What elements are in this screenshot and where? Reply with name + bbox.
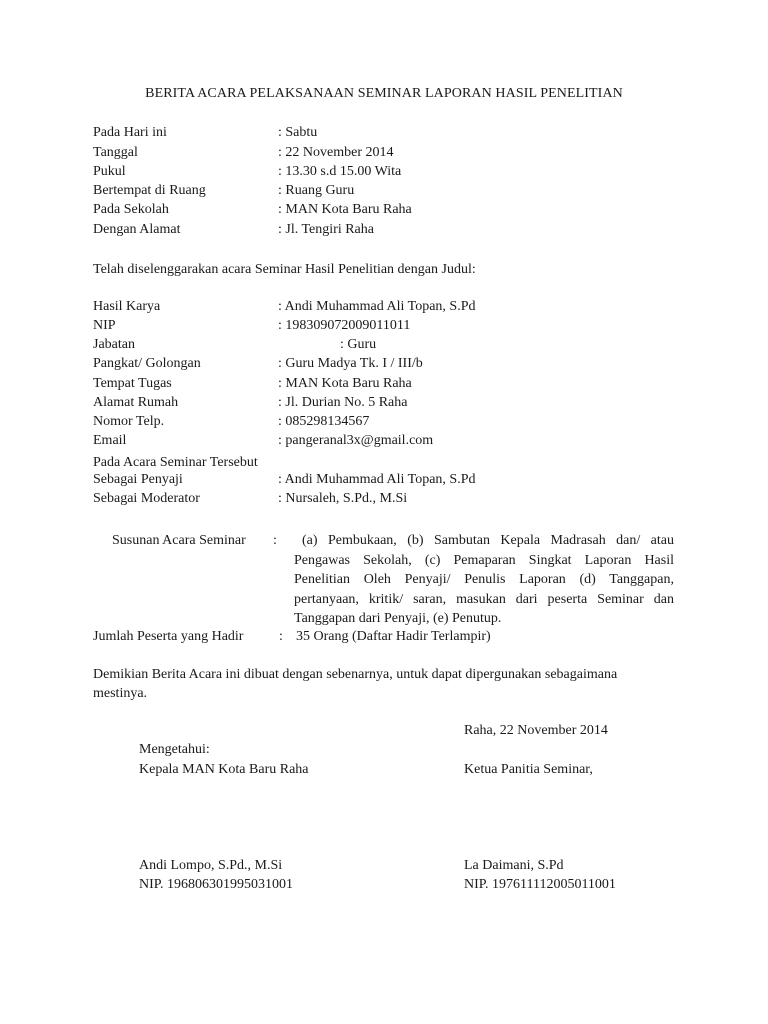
info-value: : Guru [340, 337, 377, 352]
info-value: : 22 November 2014 [278, 145, 394, 160]
left-signer-nip: NIP. 196806301995031001 [139, 877, 294, 892]
info-label: Sebagai Penyaji [93, 472, 183, 487]
info-value: : Sabtu [278, 125, 318, 140]
info-value: : Jl. Tengiri Raha [278, 222, 374, 237]
place-date: Raha, 22 November 2014 [464, 723, 608, 738]
info-value: : 13.30 s.d 15.00 Wita [278, 164, 402, 179]
seminar-heading: Pada Acara Seminar Tersebut [93, 455, 258, 470]
info-value: : MAN Kota Baru Raha [278, 202, 412, 217]
info-row [0, 433, 768, 452]
info-value: : Jl. Durian No. 5 Raha [278, 395, 408, 410]
info-row [0, 202, 768, 221]
info-row [0, 125, 768, 144]
right-signer-title: Ketua Panitia Seminar, [464, 762, 593, 777]
info-value: : Andi Muhammad Ali Topan, S.Pd [278, 299, 476, 314]
info-row [0, 395, 768, 414]
left-signer-name: Andi Lompo, S.Pd., M.Si [139, 858, 283, 873]
susunan-body: (a) Pembukaan, (b) Sambutan Kepala Madrasah dan/ atau Pengawas Sekolah, (c) Pemaparan Singkat Laporan Hasil Penelitian Oleh Penyaji/ Penulis Laporan (d) Tanggapan, pertanyaan, kritik/ saran, masukan dari peserta Seminar dan Tanggapan dari Penyaji, (e) Penutup. [294, 533, 674, 626]
info-label: Tempat Tugas [93, 376, 172, 391]
info-label: Jabatan [93, 337, 135, 352]
left-signer-title: Kepala MAN Kota Baru Raha [139, 762, 309, 777]
right-signer-nip: NIP. 197611112005011001 [464, 877, 616, 892]
info-row [0, 164, 768, 183]
info-row [0, 318, 768, 337]
mengetahui-label: Mengetahui: [139, 742, 210, 757]
closing-line-1: Demikian Berita Acara ini dibuat dengan sebenarnya, untuk dapat dipergunakan sebagaimana [93, 667, 618, 682]
info-row [0, 337, 768, 356]
info-value: : Ruang Guru [278, 183, 355, 198]
info-value: : 198309072009011011 [278, 318, 411, 333]
info-label: Bertempat di Ruang [93, 183, 206, 198]
info-value: : Nursaleh, S.Pd., M.Si [278, 491, 408, 506]
info-label: Email [93, 433, 127, 448]
jumlah-colon: : [279, 629, 283, 644]
info-value: : Guru Madya Tk. I / III/b [278, 356, 423, 371]
info-row [0, 472, 768, 491]
right-signer-name: La Daimani, S.Pd [464, 858, 564, 873]
susunan-label: Susunan Acara Seminar [112, 533, 246, 548]
info-label: NIP [93, 318, 116, 333]
info-value: : Andi Muhammad Ali Topan, S.Pd [278, 472, 476, 487]
info-row [0, 299, 768, 318]
info-row [0, 145, 768, 164]
info-label: Dengan Alamat [93, 222, 181, 237]
info-label: Pada Sekolah [93, 202, 169, 217]
jumlah-value: 35 Orang (Daftar Hadir Terlampir) [296, 629, 491, 644]
info-label: Hasil Karya [93, 299, 161, 314]
susunan-text [294, 531, 674, 629]
info-row [0, 183, 768, 202]
info-value: : MAN Kota Baru Raha [278, 376, 412, 391]
intro-text: Telah diselenggarakan acara Seminar Hasil Penelitian dengan Judul: [93, 262, 476, 277]
info-row [0, 376, 768, 395]
info-label: Alamat Rumah [93, 395, 179, 410]
info-value: : pangeranal3x@gmail.com [278, 433, 434, 448]
info-label: Pada Hari ini [93, 125, 167, 140]
info-row [0, 491, 768, 510]
info-label: Sebagai Moderator [93, 491, 200, 506]
closing-line-2: mestinya. [93, 686, 148, 701]
info-label: Tanggal [93, 145, 138, 160]
info-value: : 085298134567 [278, 414, 370, 429]
info-label: Pukul [93, 164, 126, 179]
document-title: BERITA ACARA PELAKSANAAN SEMINAR LAPORAN HASIL PENELITIAN [145, 86, 623, 101]
info-label: Nomor Telp. [93, 414, 165, 429]
info-label: Pangkat/ Golongan [93, 356, 201, 371]
jumlah-label: Jumlah Peserta yang Hadir [93, 629, 244, 644]
info-row [0, 414, 768, 433]
info-row [0, 356, 768, 375]
info-row [0, 222, 768, 241]
susunan-colon: : [273, 533, 277, 548]
